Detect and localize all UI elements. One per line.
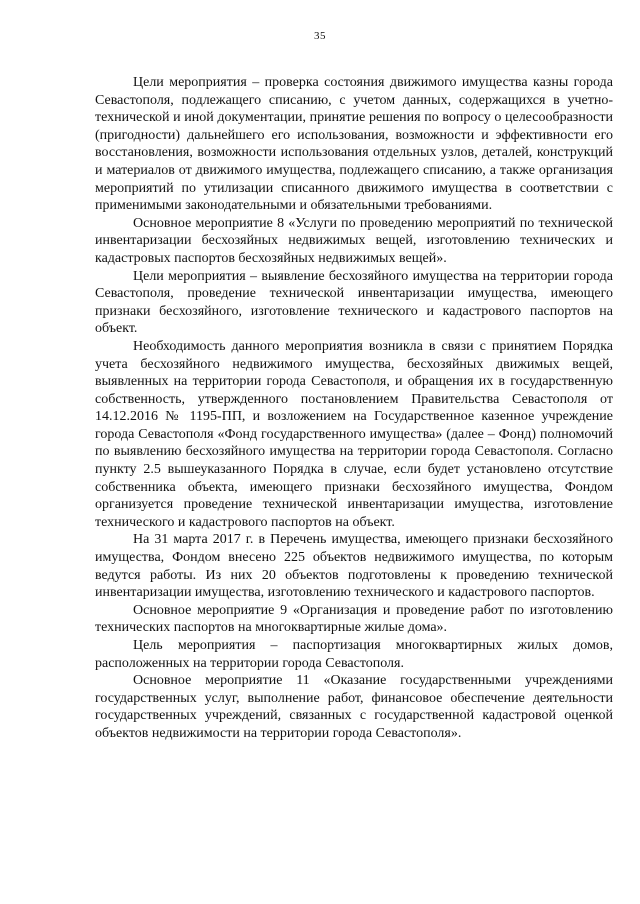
paragraph-status-march-2017: На 31 марта 2017 г. в Перечень имущества, имеющего признаки бесхозяйного имущества, Фондом внесено 225 объектов недвижимого имущества, по которым ведутся работы. Из них 20 объектов подготовлены к проведению технической инвентаризации имущества, изготовлению технического и кадастрового паспортов. (95, 532, 613, 601)
paragraph-goals-writeoff: Цели мероприятия – проверка состояния движимого имущества казны города Севастополя, подлежащего списанию, с учетом данных, содержащихся в учетно-технической и иной документации, принятие решения по вопросу о целесообразности (пригодности) дальнейшего его использования, возможности и эффективности его восстановления, возможности использования отдельных узлов, деталей, конструкций и материалов от движимого имущества, подлежащего списанию, а также организация мероприятий по утилизации списанного движимого имущества в соответствии с применимыми законодательными и обязательными требованиями. (95, 75, 613, 214)
document-body (95, 74, 613, 743)
paragraph-necessity: Необходимость данного мероприятия возникла в связи с принятием Порядка учета бесхозяйного недвижимого имущества, бесхозяйных движимых вещей, выявленных на территории города Севастополя, и обращения их в государственную собственность, утвержденного постановлением Правительства Севастополя от 14.12.2016 № 1195-ПП, и возложением на Государственное казенное учреждение города Севастополя «Фонд государственного имущества» (далее – Фонд) полномочий по выявлению бесхозяйного имущества на территории города Севастополя. Согласно пункту 2.5 вышеуказанного Порядка в случае, если будет установлено отсутствие собственника объекта, имеющего признаки бесхозяйного имущества, Фондом организуется проведение технической инвентаризации имущества, изготовление технического и кадастрового паспортов на объект. (95, 338, 613, 530)
paragraph-goals-ownerless: Цели мероприятия – выявление бесхозяйного имущества на территории города Севастополя, проведение технической инвентаризации имущества, имеющего признаки бесхозяйного, изготовление технического и кадастрового паспортов на объект. (95, 268, 613, 337)
paragraph-measure-8: Основное мероприятие 8 «Услуги по проведению мероприятий по технической инвентаризации бесхозяйных недвижимых вещей, изготовлению технических и кадастровых паспортов бесхозяйных недвижимых вещей». (95, 215, 613, 266)
paragraph-measure-11: Основное мероприятие 11 «Оказание государственными учреждениями государственных услуг, выполнение работ, финансовое обеспечение деятельности государственных учреждений, связанных с государственной кадастровой оценкой объектов недвижимости на территории города Севастополя». (95, 673, 613, 741)
paragraph-measure-9: Основное мероприятие 9 «Организация и проведение работ по изготовлению технических паспортов на многоквартирные жилые дома». (95, 602, 613, 636)
paragraph-goal-passportization: Цель мероприятия – паспортизация многоквартирных жилых домов, расположенных на территории города Севастополя. (95, 638, 613, 671)
page-number: 35 (314, 30, 326, 42)
